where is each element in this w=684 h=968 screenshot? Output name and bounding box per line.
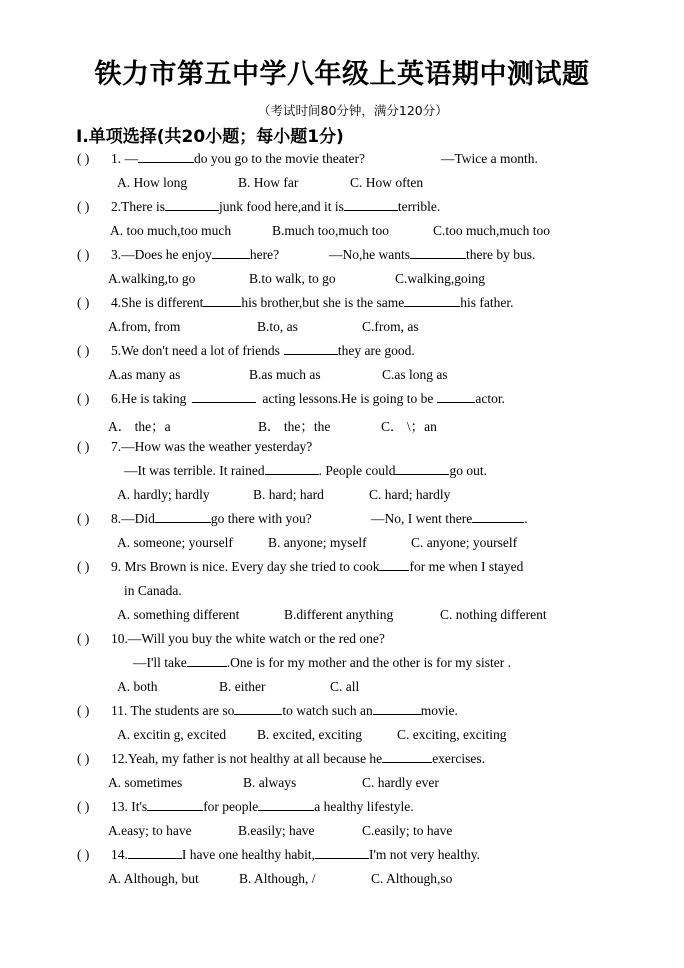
fill-blank	[284, 343, 338, 355]
answer-blank[interactable]: ( )	[77, 751, 90, 766]
q7-option-b: B. hard; hard	[253, 487, 324, 502]
q3-text-b: here?	[249, 247, 280, 262]
question-11	[111, 703, 458, 719]
q1-option-b: B. How far	[238, 175, 299, 190]
q2-option-b: B.much too,much too	[272, 223, 389, 238]
q5-text-b: they are good.	[337, 343, 415, 358]
q9-option-a: A. something different	[117, 607, 240, 622]
q7-option-a: A. hardly; hardly	[117, 487, 210, 502]
question-3	[111, 247, 279, 263]
q10-text-c: .One is for my mother and the other is for my sister .	[226, 655, 511, 670]
q10-text-b: —I'll take	[133, 655, 187, 670]
q6-option-a: A． the；a	[108, 419, 171, 434]
q11-text-a: 11. The students are so	[111, 703, 235, 718]
q13-text-a: 13. It's	[111, 799, 148, 814]
answer-blank[interactable]: ( )	[77, 511, 90, 526]
answer-blank[interactable]: ( )	[77, 703, 90, 718]
q14-text-c: I'm not very healthy.	[368, 847, 480, 862]
question-7-line2	[124, 463, 487, 479]
fill-blank	[315, 847, 369, 859]
fill-blank	[155, 511, 211, 523]
q11-option-b: B. excited, exciting	[257, 727, 362, 742]
fill-blank	[187, 655, 227, 667]
fill-blank	[165, 199, 219, 211]
section-heading: I.单项选择(共20小题；每小题1分)	[76, 127, 344, 147]
question-8	[111, 511, 312, 527]
q9-text-a: 9. Mrs Brown is nice. Every day she tried to cook	[111, 559, 380, 574]
q2-option-c: C.too much,much too	[433, 223, 550, 238]
answer-blank[interactable]: ( )	[77, 847, 90, 862]
fill-blank	[147, 799, 203, 811]
answer-blank[interactable]: ( )	[77, 295, 90, 310]
q10-option-b: B. either	[219, 679, 266, 694]
q13-text-b: for people	[203, 799, 259, 814]
q11-text-b: to watch such an	[282, 703, 373, 718]
q10-text-a: 10.—Will you buy the white watch or the red one?	[111, 631, 385, 646]
q12-option-c: C. hardly ever	[362, 775, 439, 790]
q3-option-c: C.walking,going	[395, 271, 485, 286]
q5-text-a: 5.We don't need a lot of friends	[111, 343, 280, 358]
answer-blank[interactable]: ( )	[77, 799, 90, 814]
q8-text-d: .	[524, 511, 528, 526]
q3-text-d: there by bus.	[466, 247, 536, 262]
q7-text-c: . People could	[318, 463, 396, 478]
q1-text-b: do you go to the movie theater?	[194, 151, 365, 166]
q5-option-a: A.as many as	[108, 367, 181, 382]
q8-reply	[371, 511, 528, 527]
question-10-line2	[133, 655, 511, 671]
q6-text-b: acting lessons.He is going to be	[262, 391, 434, 406]
fill-blank	[212, 247, 250, 259]
question-12	[111, 751, 485, 767]
q4-text-b: his brother,but she is the same	[241, 295, 405, 310]
q13-option-a: A.easy; to have	[108, 823, 192, 838]
fill-blank	[138, 151, 194, 163]
q8-option-b: B. anyone; myself	[268, 535, 367, 550]
question-9	[111, 559, 523, 575]
q13-option-b: B.easily; have	[238, 823, 315, 838]
q8-text-a: 8.—Did	[111, 511, 155, 526]
answer-blank[interactable]: ( )	[77, 391, 90, 406]
q7-option-c: C. hard; hardly	[369, 487, 451, 502]
q12-text-b: exercises.	[432, 751, 486, 766]
q12-text-a: 12.Yeah, my father is not healthy at all because he	[111, 751, 383, 766]
q6-text-a: 6.He is taking	[111, 391, 187, 406]
answer-blank[interactable]: ( )	[77, 151, 90, 166]
q1-text-c: —Twice a month.	[441, 151, 538, 166]
q14-option-c: C. Although,so	[371, 871, 453, 886]
q3-option-b: B.to walk, to go	[249, 271, 336, 286]
q5-option-c: C.as long as	[382, 367, 448, 382]
fill-blank	[265, 463, 319, 475]
q1-option-c: C. How often	[350, 175, 424, 190]
answer-blank[interactable]: ( )	[77, 343, 90, 358]
answer-blank[interactable]: ( )	[77, 439, 90, 454]
q11-text-c: movie.	[420, 703, 458, 718]
answer-blank[interactable]: ( )	[77, 631, 90, 646]
q8-option-c: C. anyone; yourself	[411, 535, 518, 550]
q13-option-c: C.easily; to have	[362, 823, 453, 838]
q4-option-c: C.from, as	[362, 319, 419, 334]
q11-option-a: A. excitin g, excited	[117, 727, 227, 742]
q2-option-a: A. too much,too much	[110, 223, 232, 238]
question-14	[111, 847, 480, 863]
q4-option-b: B.to, as	[257, 319, 298, 334]
fill-blank	[382, 751, 432, 763]
question-5	[111, 343, 415, 359]
q2-text-b: junk food here,and it is	[218, 199, 344, 214]
q9-option-b: B.different anything	[284, 607, 394, 622]
q14-option-b: B. Although, /	[239, 871, 316, 886]
q2-text-a: 2.There is	[111, 199, 165, 214]
fill-blank	[437, 391, 475, 403]
q14-text-b: I have one healthy habit,	[181, 847, 315, 862]
q1-text-a: 1. —	[111, 151, 138, 166]
fill-blank	[344, 199, 398, 211]
q6-text-c: actor.	[475, 391, 505, 406]
fill-blank	[234, 703, 282, 715]
q8-text-c: —No, I went there	[371, 511, 473, 526]
fill-blank	[203, 295, 241, 307]
q6-option-c: C． \；an	[381, 419, 437, 434]
q9-text-b: for me when I stayed	[409, 559, 524, 574]
fill-blank	[379, 559, 409, 571]
q7-text-a: 7.—How was the weather yesterday?	[111, 439, 313, 454]
answer-blank[interactable]: ( )	[77, 559, 90, 574]
answer-blank[interactable]: ( )	[77, 199, 90, 214]
q8-text-b: go there with you?	[210, 511, 312, 526]
fill-blank	[192, 391, 256, 403]
q4-text-c: his father.	[460, 295, 514, 310]
q9-option-c: C. nothing different	[440, 607, 547, 622]
fill-blank	[258, 799, 314, 811]
fill-blank	[404, 295, 460, 307]
q5-option-b: B.as much as	[249, 367, 321, 382]
question-1	[111, 151, 365, 167]
fill-blank	[373, 703, 421, 715]
q3-option-a: A.walking,to go	[108, 271, 196, 286]
q13-text-c: a healthy lifestyle.	[314, 799, 414, 814]
fill-blank	[472, 511, 524, 523]
q10-option-c: C. all	[330, 679, 360, 694]
answer-blank[interactable]: ( )	[77, 247, 90, 262]
q3-reply	[329, 247, 535, 263]
q7-text-b: —It was terrible. It rained	[124, 463, 265, 478]
q6-option-b: B． the；the	[258, 419, 331, 434]
q14-option-a: A. Although, but	[108, 871, 199, 886]
exam-info: （考试时间80分钟，满分120分）	[258, 103, 448, 118]
q11-option-c: C. exciting, exciting	[397, 727, 507, 742]
fill-blank	[128, 847, 182, 859]
q3-text-a: 3.—Does he enjoy	[111, 247, 212, 262]
q8-option-a: A. someone; yourself	[117, 535, 233, 550]
fill-blank	[395, 463, 449, 475]
q10-option-a: A. both	[117, 679, 158, 694]
q2-text-c: terrible.	[397, 199, 441, 214]
question-2	[111, 199, 440, 215]
q12-option-a: A. sometimes	[108, 775, 183, 790]
q4-text-a: 4.She is different	[111, 295, 204, 310]
q1-option-a: A. How long	[117, 175, 188, 190]
page-title: 铁力市第五中学八年级上英语期中测试题	[94, 59, 590, 90]
q12-option-b: B. always	[243, 775, 297, 790]
fill-blank	[410, 247, 466, 259]
q4-option-a: A.from, from	[108, 319, 181, 334]
q14-text-a: 14.	[111, 847, 128, 862]
q7-text-d: go out.	[449, 463, 487, 478]
question-4	[111, 295, 514, 311]
q9-text-c: in Canada.	[124, 583, 182, 598]
q3-text-c: —No,he wants	[329, 247, 410, 262]
question-6	[111, 391, 505, 407]
question-13	[111, 799, 414, 815]
